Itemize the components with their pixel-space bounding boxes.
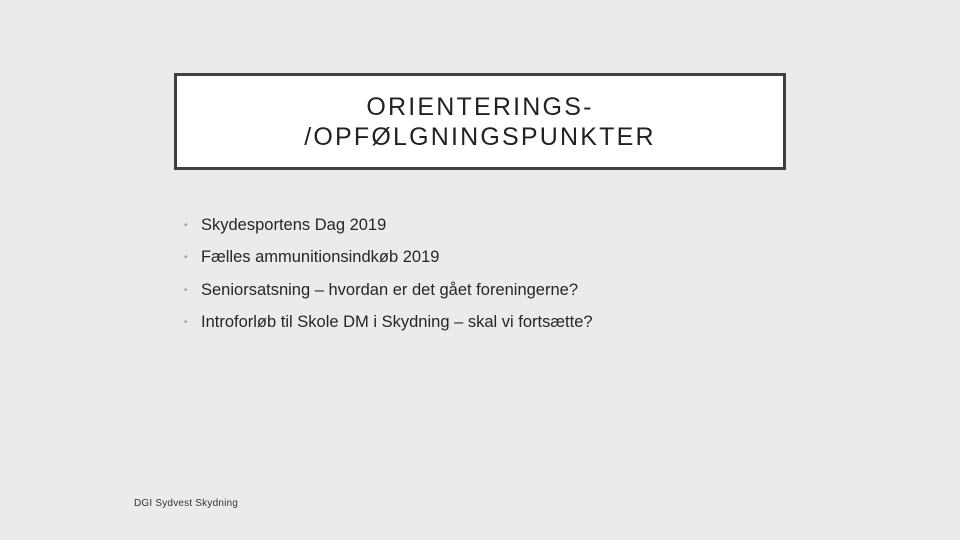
footer-text: DGI Sydvest Skydning [134, 498, 239, 509]
bullet-item [184, 274, 593, 307]
bullet-dot-icon: • [184, 317, 188, 329]
bullet-text: Introforløb til Skole DM i Skydning – skal vi fortsætte? [201, 313, 593, 332]
bullet-text: Fælles ammunitionsindkøb 2019 [201, 248, 440, 267]
bullet-item [184, 209, 593, 242]
slide-title-line-1: ORIENTERINGS- [366, 92, 594, 121]
bullet-dot-icon: • [184, 219, 188, 231]
bullet-list [184, 209, 593, 339]
bullet-dot-icon: • [184, 252, 188, 264]
title-box [174, 73, 786, 170]
slide-title-line-2: /OPFØLGNINGSPUNKTER [304, 122, 656, 151]
slide-title [304, 92, 656, 152]
bullet-item [184, 307, 593, 340]
bullet-text: Skydesportens Dag 2019 [201, 215, 387, 234]
bullet-item [184, 242, 593, 275]
bullet-dot-icon: • [184, 284, 188, 296]
bullet-text: Seniorsatsning – hvordan er det gået foreningerne? [201, 280, 579, 299]
